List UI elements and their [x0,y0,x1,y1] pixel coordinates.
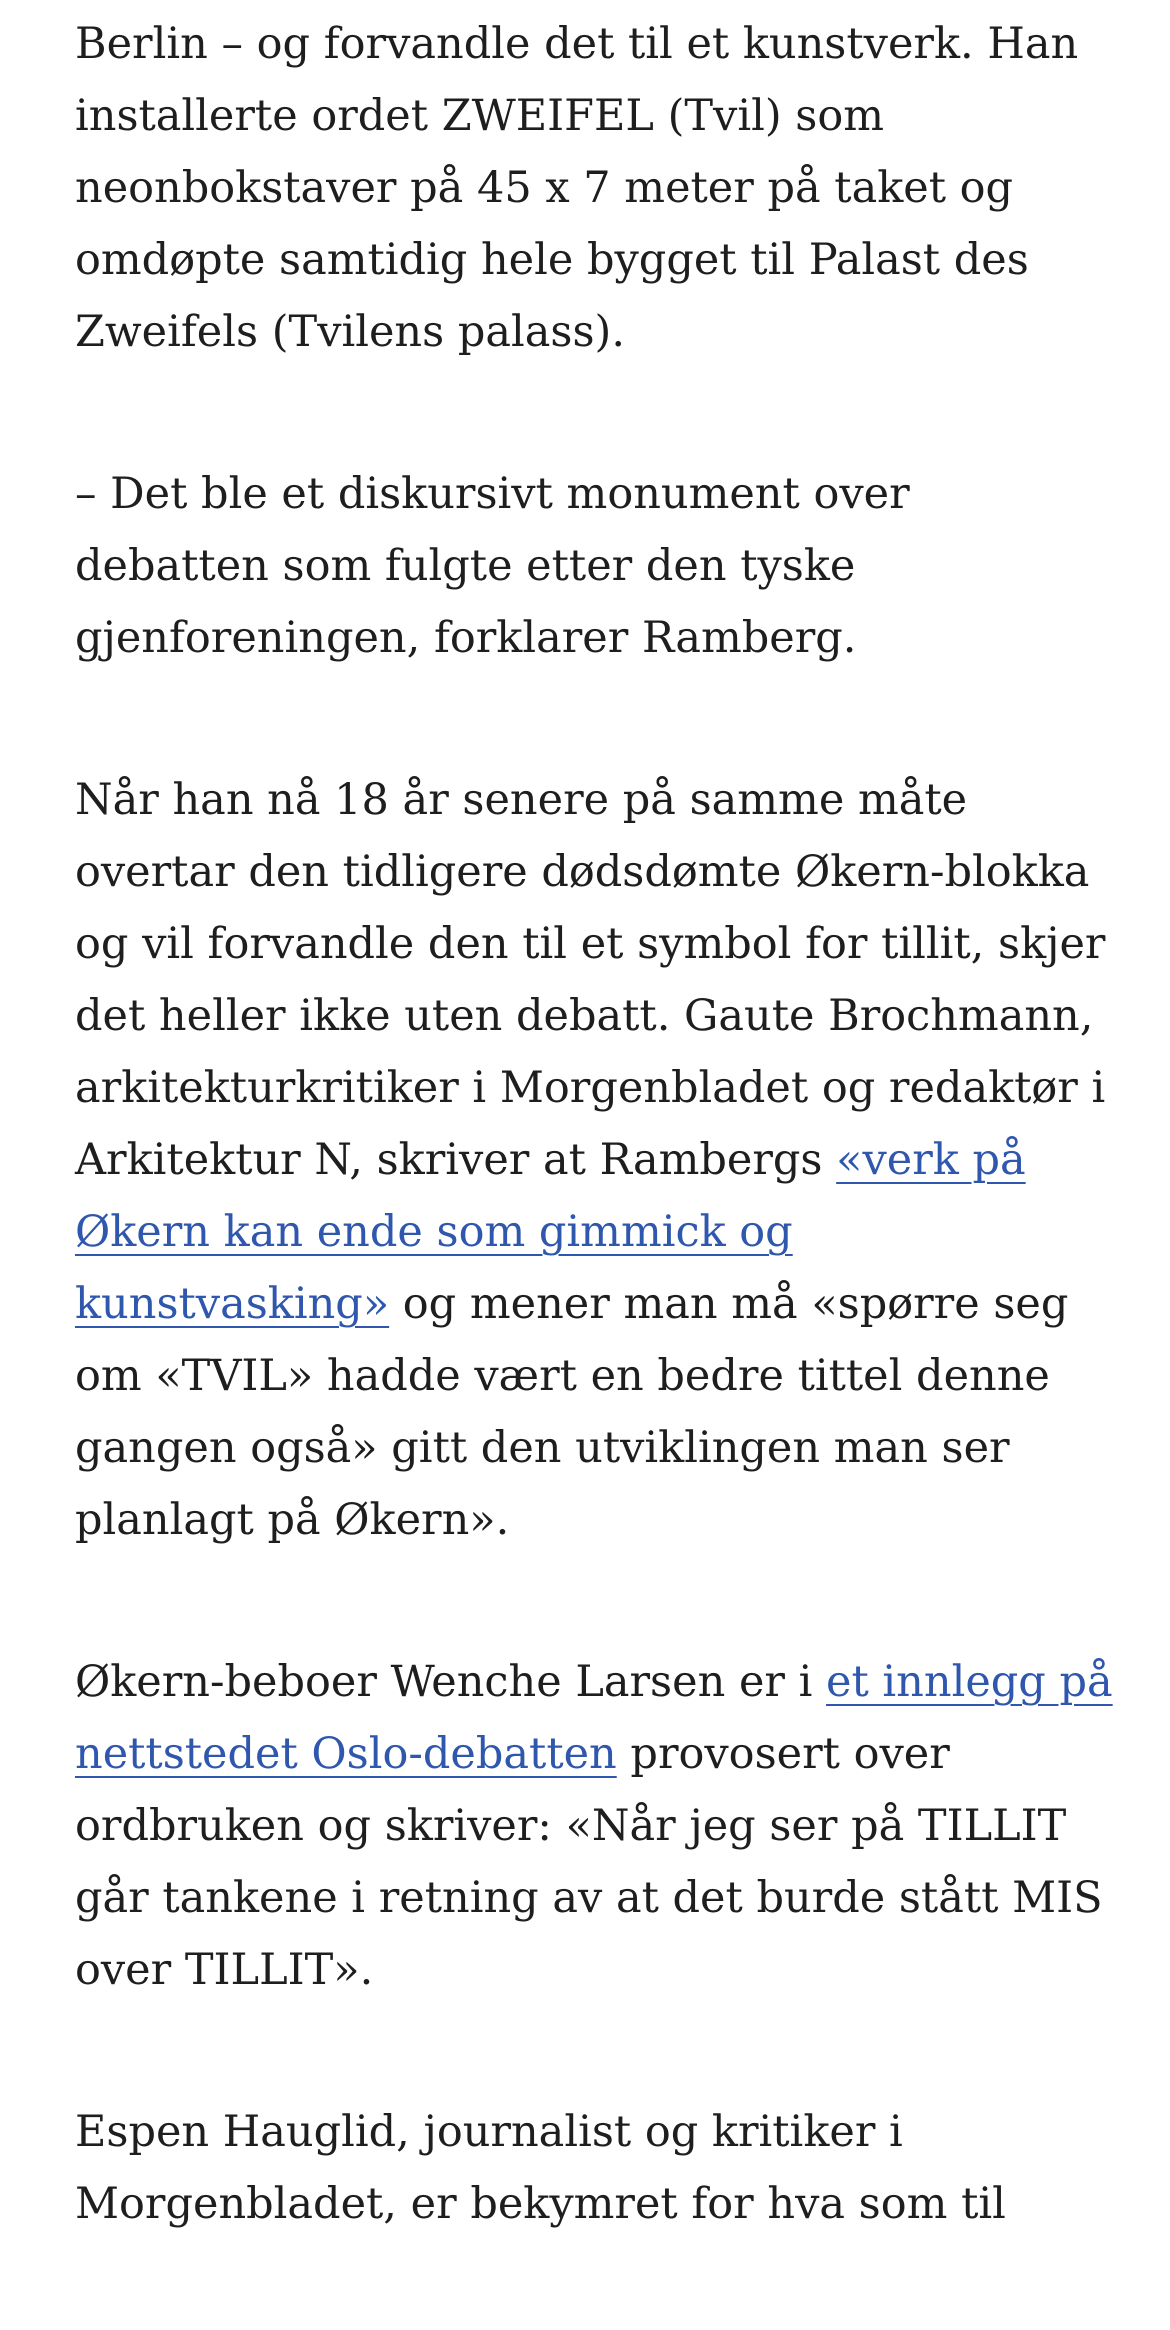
paragraph-hauglid [75,2096,1115,2240]
link-oslo-debatten[interactable]: et innlegg på nettstedet Oslo-debatten [75,1657,1113,1779]
paragraph-quote-ramberg [75,458,1115,674]
paragraph-text: provosert over ordbruken og skriver: «Når jeg ser på TILLIT går tankene i retning av at det burde stått MIS over TILLIT». [75,1729,1103,1995]
paragraph-text: – Det ble et diskursivt monument over debatten som fulgte etter den tyske gjenforeningen, forklarer Ramberg. [75,469,910,663]
paragraph-wenche-larsen [75,1646,1115,2006]
paragraph-text: Økern-beboer Wenche Larsen er i [75,1657,827,1707]
paragraph-text: Espen Hauglid, journalist og kritiker i Morgenbladet, er bekymret for hva som til [75,2107,1006,2229]
article-body [75,8,1115,2330]
link-brochmann-article[interactable]: «verk på Økern kan ende som gimmick og kunstvasking» [75,1135,1026,1329]
paragraph-text: og mener man må «spørre seg om «TVIL» hadde vært en bedre tittel denne gangen også» gitt den utviklingen man ser planlagt på Økern». [75,1279,1069,1545]
paragraph-text: Berlin – og forvandle det til et kunstverk. Han installerte ordet ZWEIFEL (Tvil) som neonbokstaver på 45 x 7 meter på taket og omdøpte samtidig hele bygget til Palast des Zweifels (Tvilens palass). [75,19,1079,357]
paragraph-text: Når han nå 18 år senere på samme måte overtar den tidligere dødsdømte Økern-blokka og vil forvandle den til et symbol for tillit, skjer det heller ikke uten debatt. Gaute Brochmann, arkitekturkritiker i Morgenbladet og redaktør i Arkitektur N, skriver at Rambergs [75,775,1106,1185]
paragraph-berlin [75,8,1115,368]
paragraph-okern-debate [75,764,1115,1556]
